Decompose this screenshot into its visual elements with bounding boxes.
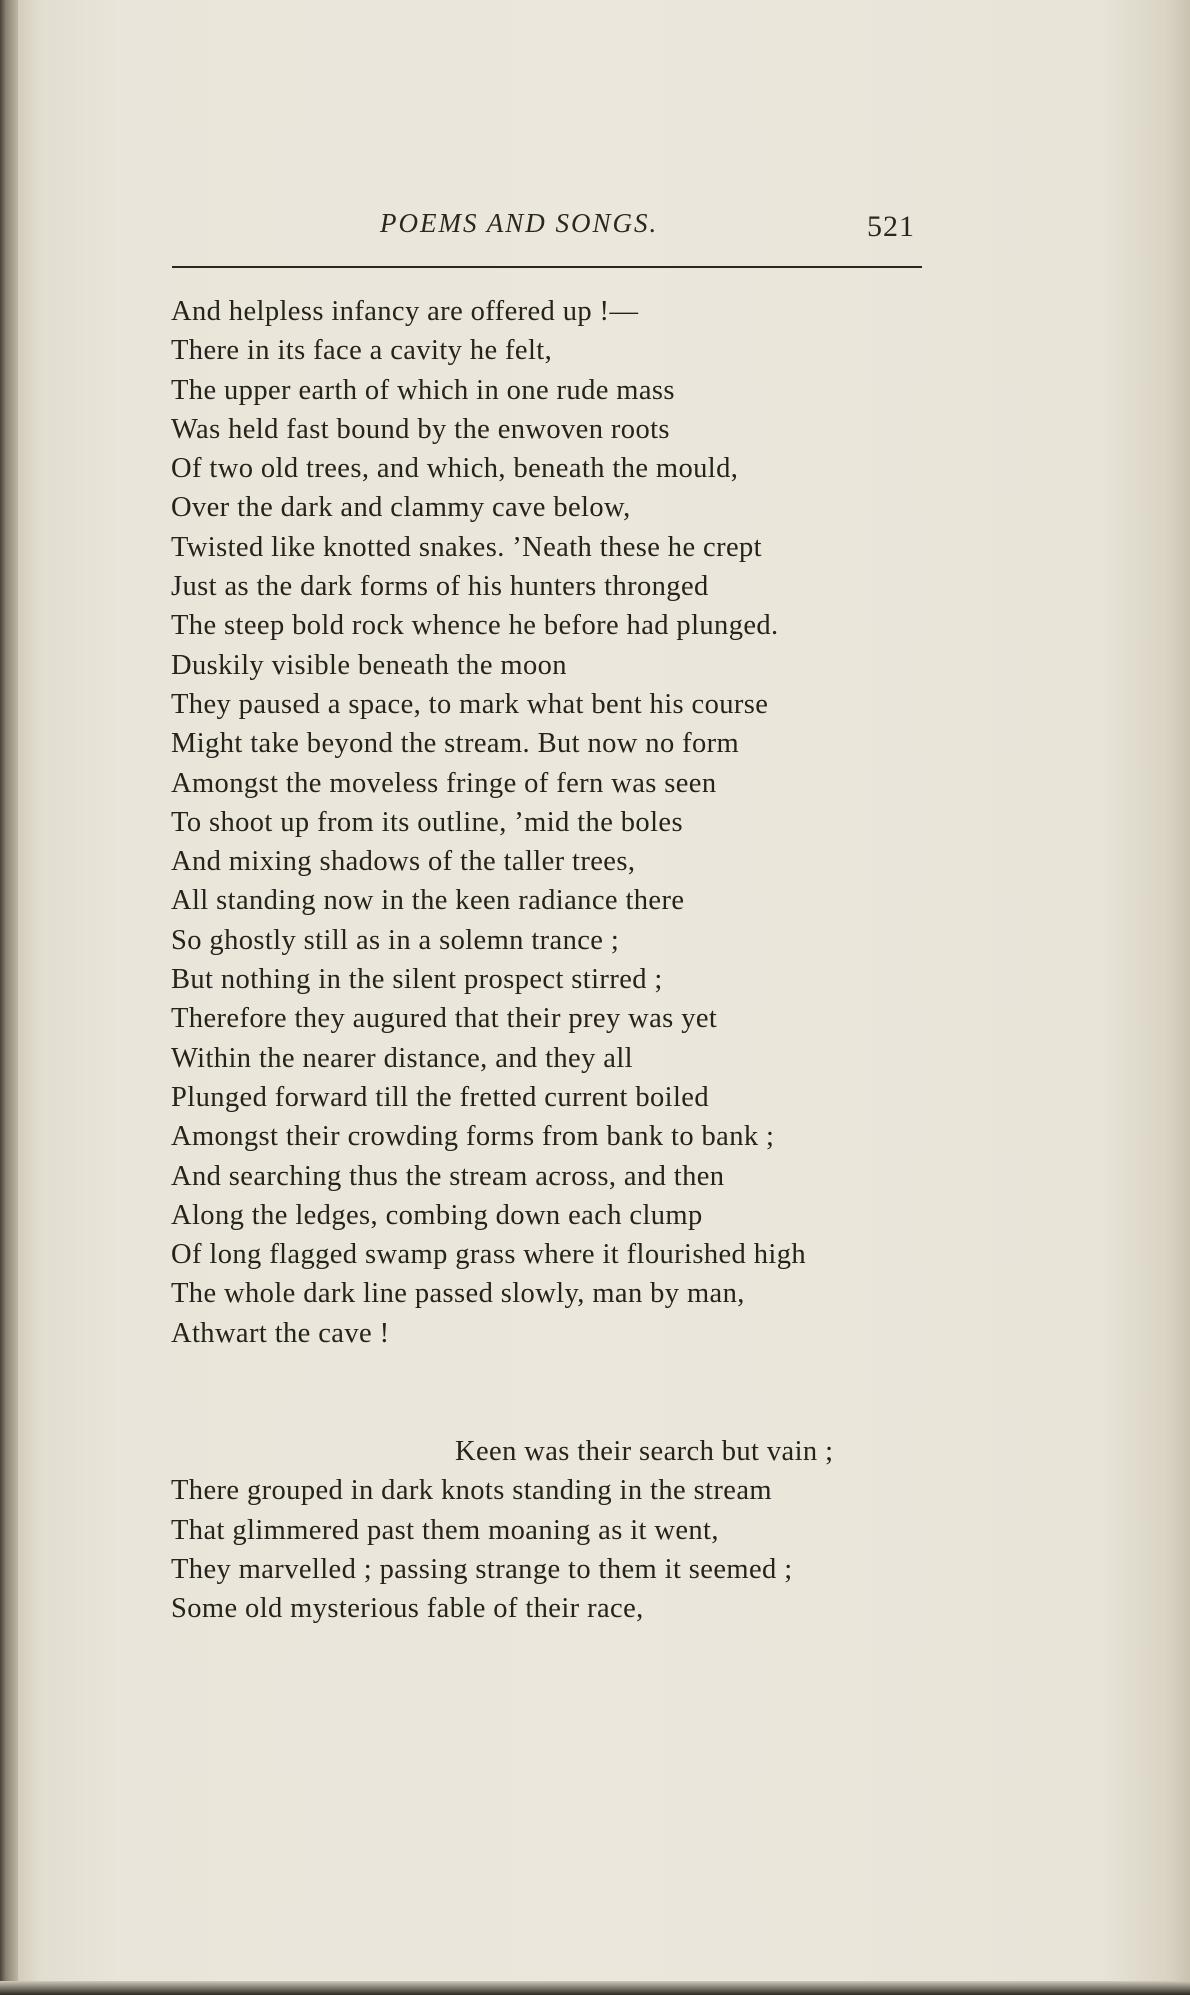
poem-line: Plunged forward till the fretted current boiled [171,1081,709,1113]
poem-line: Athwart the cave ! [171,1317,390,1349]
poem-line: Duskily visible beneath the moon [171,649,567,681]
poem-line: Might take beyond the stream. But now no form [171,728,740,760]
poem-line: To shoot up from its outline, ’mid the boles [171,806,683,838]
page-bottom-edge [0,1981,1190,1995]
poem-stanza-2 [171,1432,951,1628]
running-head-title: POEMS AND SONGS. [380,208,659,238]
poem-line: That glimmered past them moaning as it went, [171,1514,719,1546]
poem-line: Along the ledges, combing down each clump [171,1199,703,1231]
poem-line: They paused a space, to mark what bent his course [171,688,769,720]
poem-line: Was held fast bound by the enwoven roots [171,413,670,445]
poem-line: The upper earth of which in one rude mass [171,374,675,406]
poem-line: Just as the dark forms of his hunters thronged [171,571,709,603]
poem-line: Within the nearer distance, and they all [171,1042,633,1074]
poem-line: And mixing shadows of the taller trees, [171,846,636,878]
poem-line: Amongst their crowding forms from bank to bank ; [171,1121,775,1153]
poem-line: The steep bold rock whence he before had plunged. [171,610,779,642]
poem-line: Over the dark and clammy cave below, [171,492,631,524]
book-spine-shadow [0,0,18,1995]
poem-line: All standing now in the keen radiance there [171,885,685,917]
poem-line: Of two old trees, and which, beneath the mould, [171,453,739,485]
poem-line: So ghostly still as in a solemn trance ; [171,924,620,956]
poem-line: Therefore they augured that their prey was yet [171,1003,718,1035]
poem-line: There in its face a cavity he felt, [171,335,553,367]
poem-line: But nothing in the silent prospect stirred ; [171,964,663,996]
poem-line: Keen was their search but vain ; [455,1436,834,1467]
poem-line: Twisted like knotted snakes. ’Neath these he crept [171,531,762,563]
poem-line: Some old mysterious fable of their race, [171,1593,644,1625]
poem-stanza-1 [171,292,951,1353]
header-rule [172,266,922,268]
poem-line: Amongst the moveless fringe of fern was seen [171,767,717,799]
poem-line: There grouped in dark knots standing in the stream [171,1475,772,1507]
poem-line: Of long flagged swamp grass where it flourished high [171,1239,806,1271]
page-number: 521 [867,210,915,243]
poem-line: And searching thus the stream across, and then [171,1160,725,1192]
poem-line: And helpless infancy are offered up !— [171,296,639,327]
poem-line: They marvelled ; passing strange to them it seemed ; [171,1553,793,1585]
poem-line: The whole dark line passed slowly, man by man, [171,1278,745,1310]
